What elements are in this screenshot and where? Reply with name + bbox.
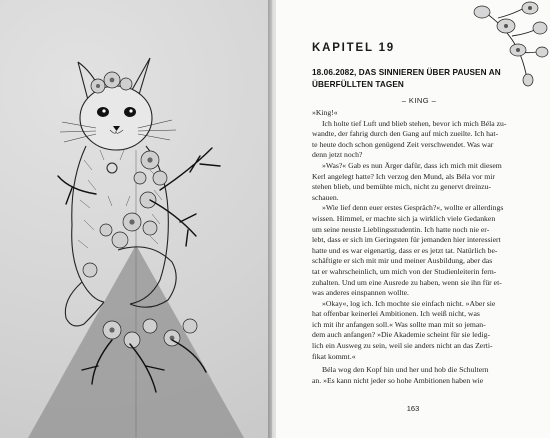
text-line: ich mit ihr anfangen soll.« Was sollte man mit so jeman-	[312, 319, 486, 329]
paragraph	[312, 119, 526, 161]
left-page	[0, 0, 272, 438]
paragraph	[312, 299, 526, 363]
text-line: schauen.	[312, 192, 339, 202]
body-text	[312, 108, 526, 386]
text-line: »King!«	[312, 108, 338, 117]
page-number: 163	[406, 404, 420, 413]
text-line: denn jetzt noch?	[312, 150, 363, 160]
text-line: was anderes einspannen wollte.	[312, 288, 409, 298]
chapter-heading: 18.06.2082, DAS SINNIEREN ÜBER PAUSEN AN ÜBERFÜLLTEN TAGEN	[312, 68, 501, 89]
text-line: Kerl angelegt hatte? Ich verzog den Mund, als Béla vor mir	[312, 171, 495, 181]
paragraph	[312, 203, 526, 298]
text-line: wandte, der fahrig durch den Gang auf mich zueilte. Ich hat-	[312, 129, 499, 139]
text-line: te heute doch schon genügend Zeit verschwendet. Was war	[312, 139, 494, 149]
text-line: lebt, dass er sich im Geringsten für jemanden hier interessiert	[312, 235, 501, 245]
text-line: »Okay«, log ich. Ich mochte sie einfach nicht. »Aber sie	[322, 298, 496, 308]
text-line: »Was?« Gab es nun Ärger dafür, dass ich mich mit diesem	[322, 160, 502, 170]
text-line: Béla wog den Kopf hin und her und hob die Schultern	[322, 365, 489, 375]
text-line: zuhalten. Und um eine Ausrede zu haben, wenn sie ihn für et-	[312, 277, 502, 287]
right-page	[276, 0, 550, 438]
text-line: stehen blieb, und bemühte mich, nicht zu genervt dreinzu-	[312, 182, 491, 192]
text-line: fikat kommt.«	[312, 351, 356, 361]
text-line: hat offenbar keinerlei Ambitionen. Ich weiß nicht, was	[312, 309, 480, 319]
pov-marker: – KING –	[401, 96, 437, 105]
text-line: wissen. Himmel, er machte sich ja wirklich viele Gedanken	[312, 213, 496, 223]
paragraph	[312, 365, 526, 386]
text-line: »Wie lief denn euer erstes Gespräch?«, wollte er allerdings	[322, 203, 504, 213]
cat-with-flowers-illustration	[0, 0, 272, 438]
text-line: schäftigte er sich mit mir und meiner Ausbildung, aber das	[312, 256, 493, 266]
text-line: um seine neuste Lieblingsstudentin. Ich hatte noch nie er-	[312, 224, 490, 234]
text-line: tat er wahrscheinlich, um mich von der Studienleiterin fern-	[312, 266, 497, 276]
text-line: hatte und es war eigenartig, dass er es jetzt tat. Natürlich be-	[312, 245, 498, 255]
text-line: lich ein Ausweg zu sein, weil sie anders nicht an das Zerti-	[312, 341, 493, 351]
text-line: dem auch anfangen? »Die Akademie scheint für sie ledig-	[312, 330, 491, 340]
text-line: an. »Es kann nicht jeder so hohe Ambitionen haben wie	[312, 375, 484, 385]
paragraph	[312, 108, 526, 119]
chapter-title: KAPITEL 19	[312, 42, 395, 54]
text-line: Ich holte tief Luft und blieb stehen, bevor ich mich Béla zu-	[322, 118, 507, 128]
paragraph	[312, 161, 526, 203]
